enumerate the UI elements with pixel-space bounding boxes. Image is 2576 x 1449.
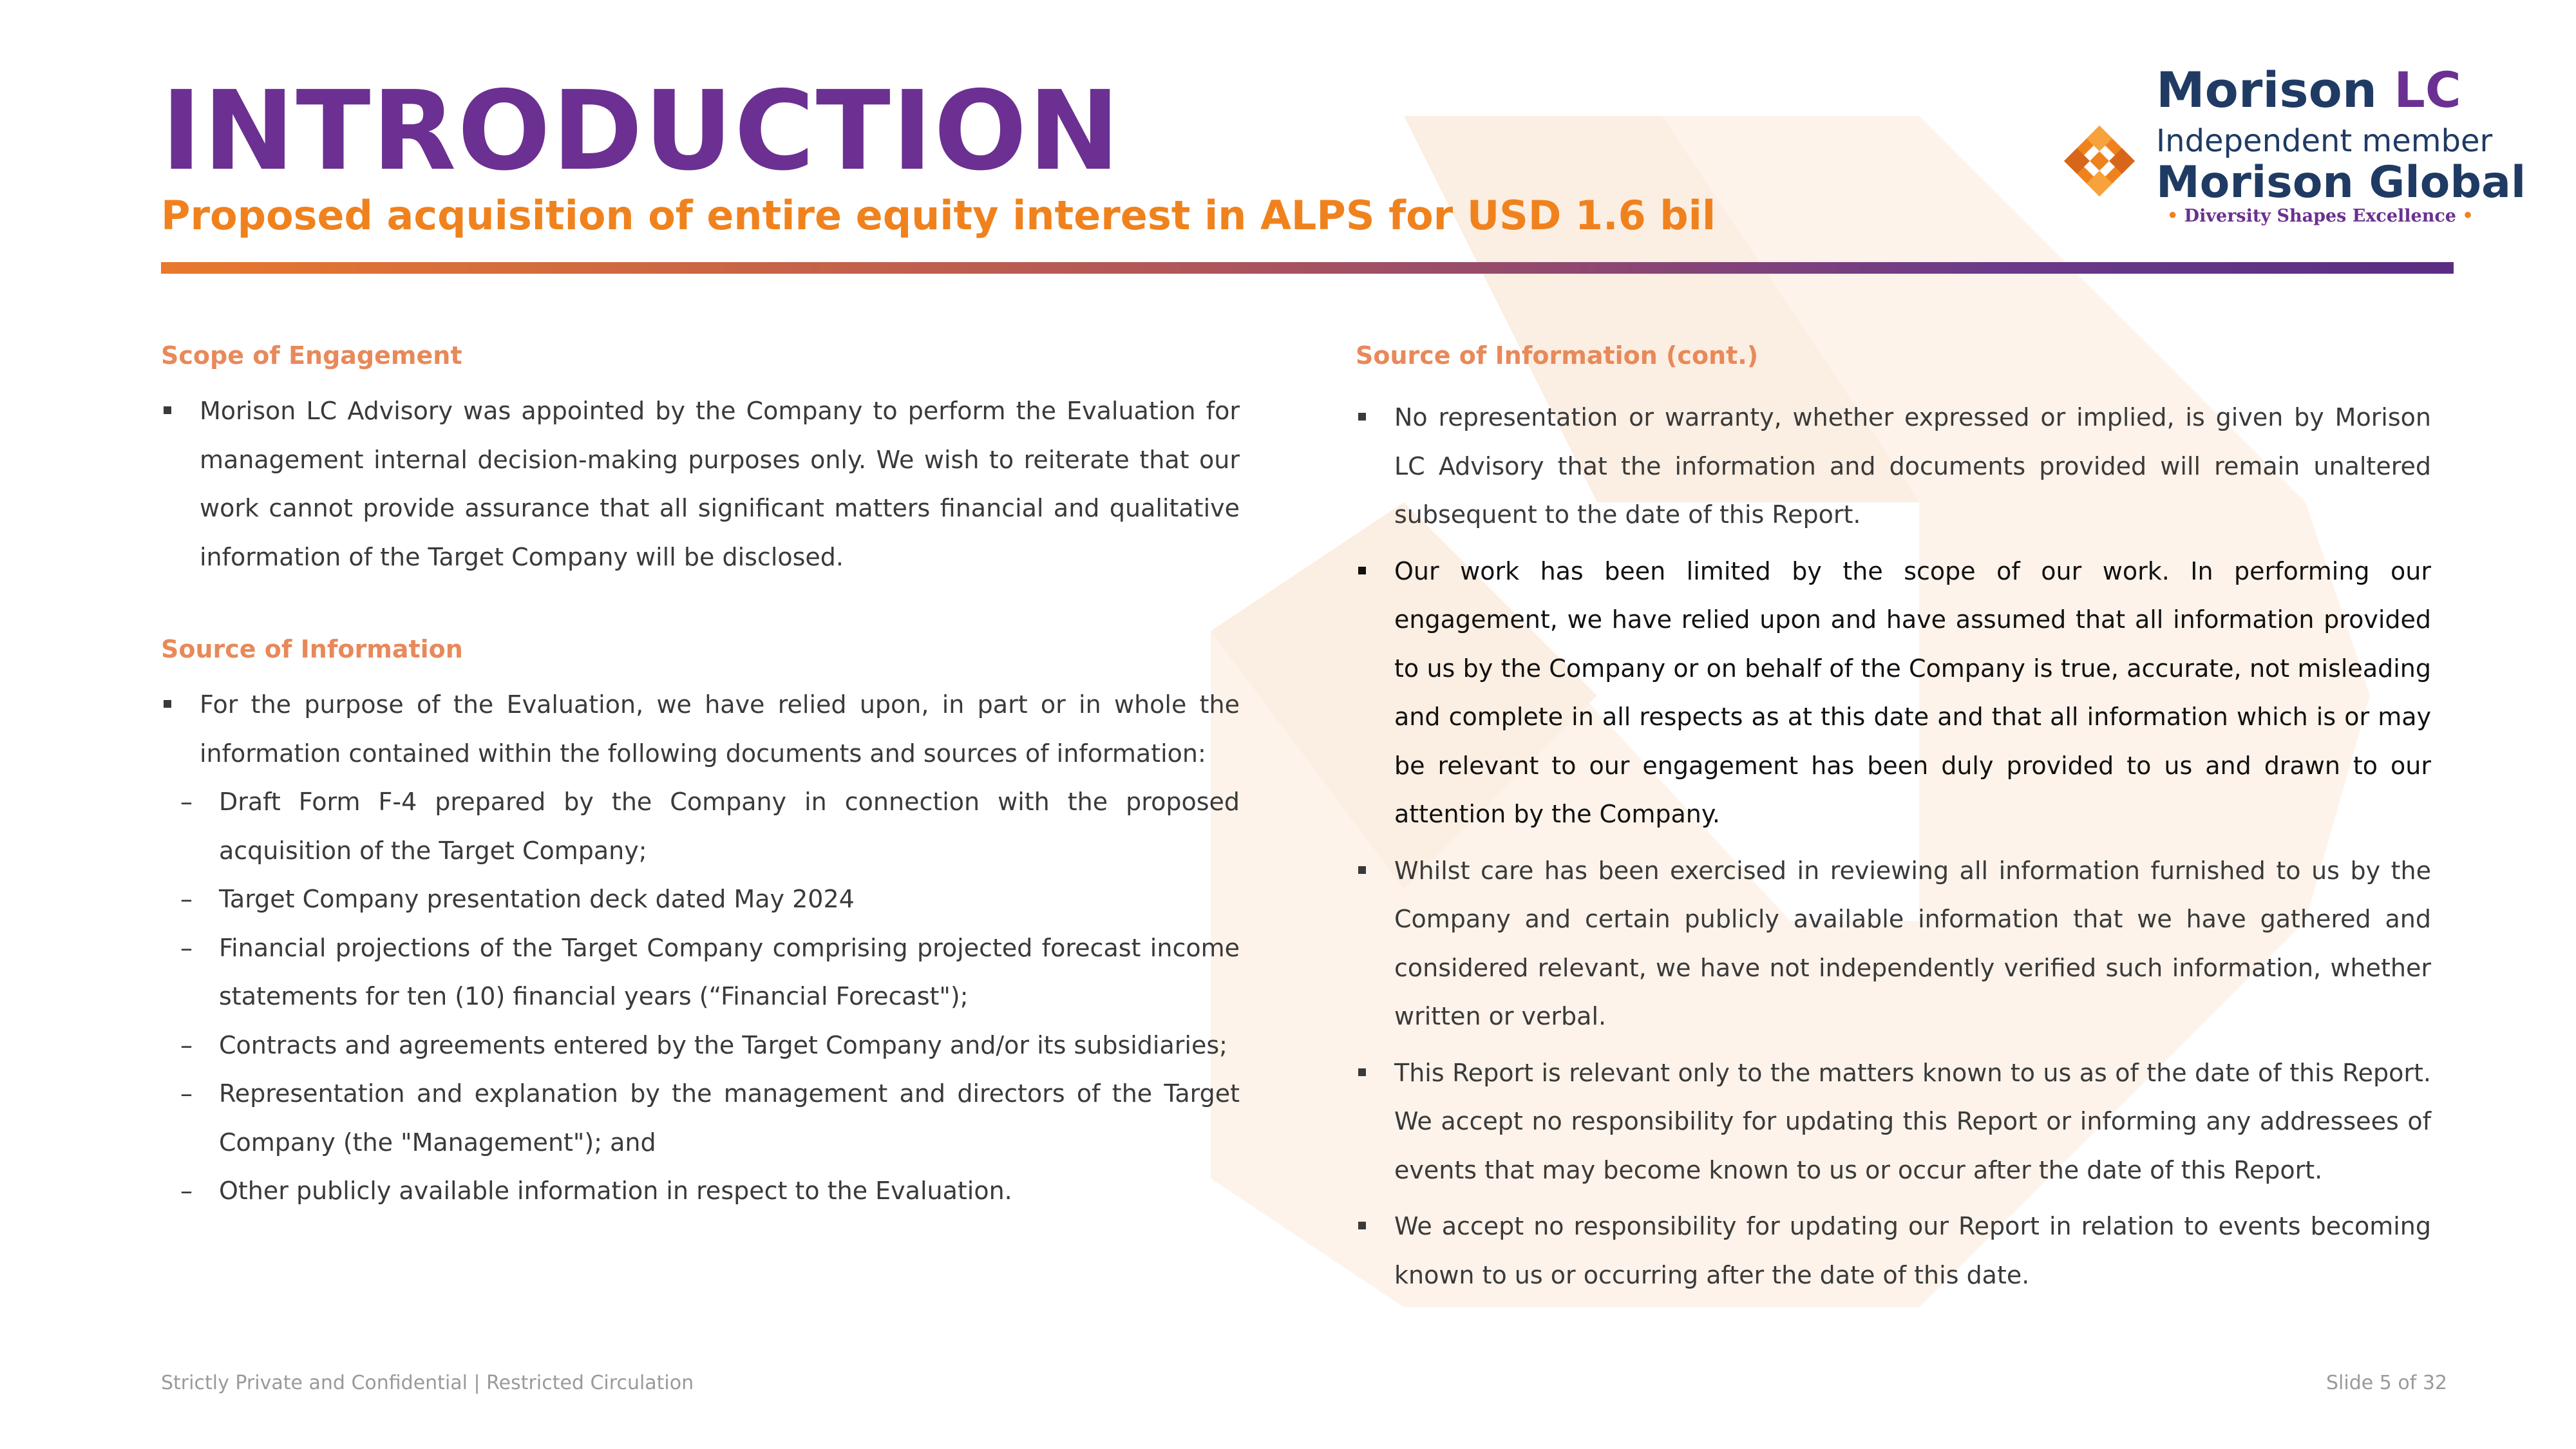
source-document-item: – Draft Form F-4 prepared by the Company in connection with the proposed acquisition of the Target Company; (161, 778, 1240, 875)
logo-member-line: Independent member (2156, 123, 2493, 159)
source-list (161, 681, 1240, 778)
disclaimer-item: Our work has been limited by the scope of our work. In performing our engagement, we have relied upon and have assumed that all information provided to us by the Company or on behalf of the Company is true, accurate, not misleading and complete in all respects as at this date and that all information which is or may be relevant to our engagement has been duly provided to us and drawn to our attention by the Company. (1356, 547, 2431, 839)
source-documents-list (161, 778, 1240, 1216)
page-subtitle: Proposed acquisition of entire equity interest in ALPS for USD 1.6 bil (161, 192, 1716, 239)
source-document-item: – Target Company presentation deck dated May 2024 (161, 875, 1240, 924)
source-cont-heading: Source of Information (cont.) (1356, 341, 1759, 370)
source-document-item: – Contracts and agreements entered by the Target Company and/or its subsidiaries; (161, 1021, 1240, 1070)
scope-list (161, 387, 1240, 582)
disclaimer-item: This Report is relevant only to the matters known to us as of the date of this Report. We accept no responsibility for updating this Report or informing any addressees of events that may become known to us or occur after the date of this Report. (1356, 1049, 2431, 1195)
source-document-item: – Representation and explanation by the management and directors of the Target Company (the "Management"); and (161, 1070, 1240, 1167)
source-intro-text: For the purpose of the Evaluation, we have relied upon, in part or in whole the information contained within the following documents and sources of information: (200, 690, 1240, 768)
logo-name-accent: LC (2394, 61, 2461, 118)
logo-network-name: Morison Global (2156, 157, 2526, 208)
confidentiality-footer: Strictly Private and Confidential | Restricted Circulation (161, 1372, 694, 1394)
slide-number: Slide 5 of 32 (2326, 1372, 2447, 1394)
disclaimer-item: We accept no responsibility for updating our Report in relation to events becoming known to us or occurring after the date of this date. (1356, 1202, 2431, 1300)
source-document-item: – Other publicly available information in respect to the Evaluation. (161, 1167, 1240, 1216)
morison-emblem-icon (2064, 126, 2135, 196)
disclaimer-list (1356, 393, 2431, 1300)
left-column (161, 338, 1240, 1216)
company-logo (2061, 61, 2526, 229)
source-heading: Source of Information (161, 635, 463, 663)
tagline-bullet-right: • (2462, 206, 2474, 226)
tagline-text: Diversity Shapes Excellence (2184, 206, 2456, 226)
disclaimer-item: No representation or warranty, whether expressed or implied, is given by Morison LC Advisory that the information and documents provided will remain unaltered subsequent to the date of this Report. (1356, 393, 2431, 540)
source-intro-item (161, 681, 1240, 778)
scope-heading: Scope of Engagement (161, 341, 462, 370)
page-title: INTRODUCTION (161, 68, 1121, 195)
disclaimer-item: Whilst care has been exercised in reviewing all information furnished to us by the Company and certain publicly available information that we have gathered and considered relevant, we have not independently verified such information, whether written or verbal. (1356, 847, 2431, 1041)
logo-tagline (2167, 206, 2474, 227)
tagline-bullet-left: • (2167, 206, 2179, 226)
logo-name-main: Morison (2156, 61, 2394, 118)
header-divider (161, 262, 2454, 274)
right-column (1356, 338, 2431, 1300)
source-document-item: – Financial projections of the Target Company comprising projected forecast income statements for ten (10) financial years (“Financial Forecast"); (161, 924, 1240, 1021)
scope-item: Morison LC Advisory was appointed by the Company to perform the Evaluation for management internal decision-making purposes only. We wish to reiterate that our work cannot provide assurance that all significant matters financial and qualitative information of the Target Company will be disclosed. (161, 387, 1240, 582)
logo-name (2156, 61, 2461, 119)
